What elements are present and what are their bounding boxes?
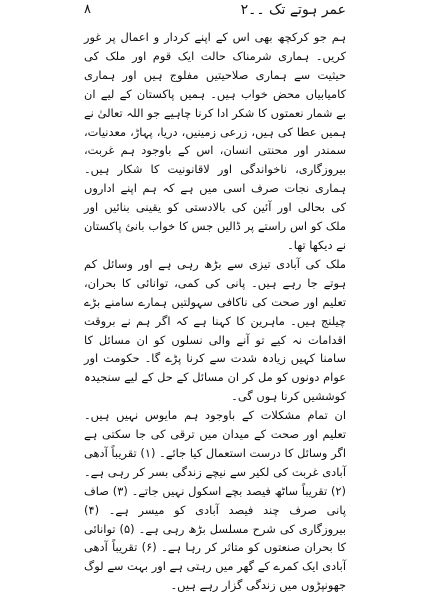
- page-number: ۸: [84, 2, 91, 17]
- running-title: عمر ہوتے تک ۔۔۲: [240, 2, 346, 18]
- paragraph: ملک کی آبادی تیزی سے بڑھ رہی ہے اور وسائل کم ہوتے جا رہے ہیں۔ پانی کی کمی، توانائی کا بحران، تعلیم اور صحت کی ناکافی سہولتیں ہمارے سامنے بڑے چیلنج ہیں۔ ماہرین کا کہنا ہے کہ اگر ہم نے بروقت اقدامات نہ کیے تو آنے والی نسلوں کو ان مسائل کا سامنا کہیں زیادہ شدت سے کرنا پڑے گا۔ حکومت اور عوام دونوں کو مل کر ان مسائل کے حل کے لیے سنجیدہ کوششیں کرنا ہوں گی۔: [84, 256, 346, 404]
- paragraph: ہم جو کرکچھ بھی اس کے اپنے کردار و اعمال پر غور کریں۔ ہماری شرمناک حالت ایک قوم اور ملک کی حیثیت سے ہماری صلاحیتیں مفلوج ہیں اور ہماری کامیابیاں محض خواب ہیں۔ ہمیں پاکستان کے لیے ان بے شمار نعمتوں کا شکر ادا کرنا چاہیے جو اللہ تعالیٰ نے ہمیں عطا کی ہیں، زرعی زمینیں، دریا، پہاڑ، معدنیات، سمندر اور محنتی انسان، اس کے باوجود ہم غربت، بیروزگاری، ناخواندگی اور لاقانونیت کا شکار ہیں۔ ہماری نجات صرف اسی میں ہے کہ ہم اپنے اداروں کی بحالی اور آئین کی بالادستی کو یقینی بنائیں اور ملک کو اس راستے پر ڈالیں جس کا خواب بانیٔ پاکستان نے دیکھا تھا۔: [84, 30, 346, 252]
- body-text: [84, 28, 347, 593]
- page-header: [84, 2, 346, 24]
- paragraph: ان تمام مشکلات کے باوجود ہم مایوس نہیں ہیں۔ تعلیم اور صحت کے میدان میں ترقی کی جا سکتی ہے اگر وسائل کا درست استعمال کیا جائے۔ (۱) تقریباً آدھی آبادی غربت کی لکیر سے نیچے زندگی بسر کر رہی ہے۔ (۲) تقریباً ساٹھ فیصد بچے اسکول نہیں جاتے۔ (۳) صاف پانی صرف چند فیصد آبادی کو میسر ہے۔ (۴) بیروزگاری کی شرح مسلسل بڑھ رہی ہے۔ (۵) توانائی کا بحران صنعتوں کو متاثر کر رہا ہے۔ (۶) تقریباً آدھی آبادی ایک کمرے کے گھر میں رہتی ہے اور بہت سے لوگ جھونپڑوں میں زندگی گزار رہے ہیں۔: [84, 408, 347, 593]
